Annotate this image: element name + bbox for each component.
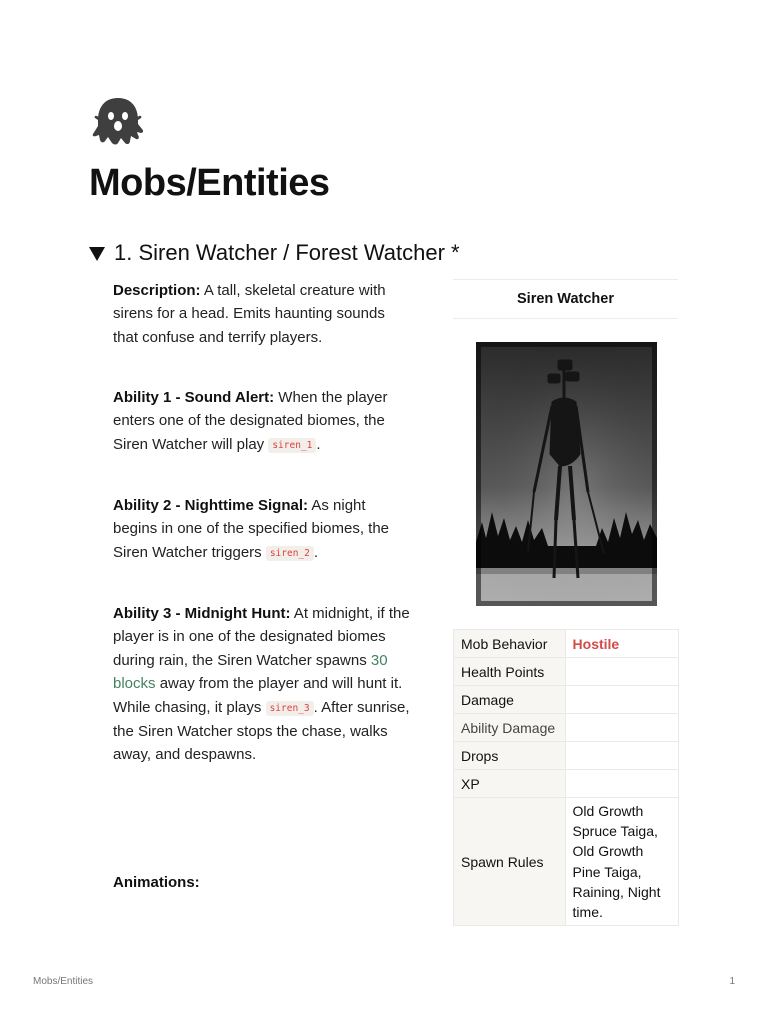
stat-value	[565, 686, 678, 714]
description-paragraph	[113, 279, 413, 349]
ability3-paragraph	[113, 602, 413, 767]
ability1-end: .	[316, 435, 321, 453]
table-row	[454, 714, 679, 742]
ability3-text-c: . After sunrise, the Siren Watcher stops the chase, walks away, and despawns.	[113, 698, 410, 764]
page-title: Mobs/Entities	[89, 162, 330, 204]
stat-value	[565, 742, 678, 770]
stat-value	[565, 770, 678, 798]
animations-paragraph	[113, 871, 413, 894]
section-heading: 1. Siren Watcher / Forest Watcher *	[114, 240, 460, 265]
stat-key: Spawn Rules	[454, 798, 566, 926]
stat-value	[565, 714, 678, 742]
table-row	[454, 742, 679, 770]
ability2-text: As night begins in one of the specified biomes, the Siren Watcher triggers	[113, 497, 390, 561]
infobox-title: Siren Watcher	[453, 279, 678, 319]
toggle-heading[interactable]	[89, 240, 460, 266]
stat-key: Mob Behavior	[454, 630, 566, 658]
ability2-paragraph	[113, 494, 413, 565]
stat-value-hostile: Hostile	[565, 630, 678, 658]
stat-key: Drops	[454, 742, 566, 770]
table-row	[454, 686, 679, 714]
page-number: 1	[729, 976, 735, 987]
siren-watcher-image	[476, 342, 657, 606]
ability1-code: siren_1	[268, 438, 316, 453]
ability3-highlight: 30 blocks	[113, 651, 388, 693]
stat-key: Damage	[454, 686, 566, 714]
ability3-text-a: At midnight, if the player is in one of the designated biomes during rain, the Siren Watcher spawns	[113, 605, 410, 669]
table-row	[454, 798, 679, 926]
ability2-end: .	[313, 543, 319, 561]
toggle-triangle-icon[interactable]	[89, 247, 105, 261]
description-text: A tall, skeletal creature with sirens for a head. Emits haunting sounds that confuse and terrify players.	[113, 282, 386, 346]
ability3-text-b: away from the player and will hunt it. While chasing, it plays	[113, 675, 403, 716]
ability3-label: Ability 3 - Midnight Hunt:	[113, 605, 291, 622]
ghost-icon	[92, 96, 144, 146]
ability1-label: Ability 1 - Sound Alert:	[113, 389, 275, 406]
table-row	[454, 770, 679, 798]
stat-value-spawn-rules: Old Growth Spruce Taiga, Old Growth Pine Taiga, Raining, Night time.	[565, 798, 678, 926]
animations-label: Animations:	[113, 874, 200, 891]
ability2-code: siren_2	[266, 546, 314, 561]
footer-title: Mobs/Entities	[33, 976, 94, 987]
ability1-paragraph	[113, 386, 413, 457]
description-label: Description:	[113, 282, 201, 299]
mob-stats-table	[453, 629, 679, 926]
table-row	[454, 658, 679, 686]
stat-key: Ability Damage	[454, 714, 566, 742]
ability3-code: siren_3	[266, 701, 314, 716]
ability1-text: When the player enters one of the designated biomes, the Siren Watcher will play	[113, 389, 388, 453]
table-row	[454, 630, 679, 658]
ability2-label: Ability 2 - Nighttime Signal:	[113, 497, 309, 514]
stat-key: XP	[454, 770, 566, 798]
stat-value	[565, 658, 678, 686]
stat-key: Health Points	[454, 658, 566, 686]
